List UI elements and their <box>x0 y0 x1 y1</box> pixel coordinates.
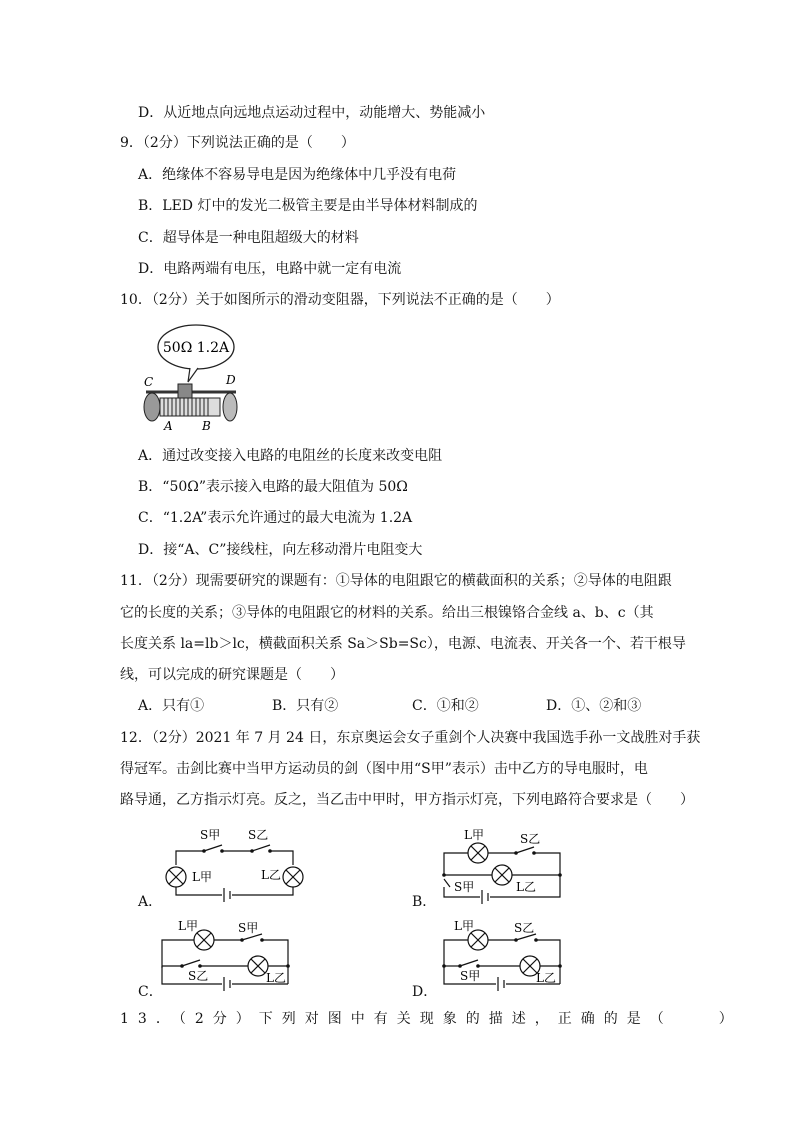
terminal-b: B <box>202 419 211 432</box>
q12-option-d-letter: D． <box>412 984 438 1000</box>
rheostat-figure <box>138 320 248 432</box>
circuit-a <box>160 825 310 910</box>
q12-line-3: 路导通，乙方指示灯亮。反之，当乙击中甲时，甲方指示灯亮，下列电路符合要求是（ ） <box>120 792 694 808</box>
q11-option-c: C．①和② <box>412 698 479 714</box>
svg-text:S甲: S甲 <box>238 921 259 935</box>
q12-option-c-letter: C． <box>138 984 163 1000</box>
q10-option-a: A．通过改变接入电路的电阻丝的长度来改变电阻 <box>138 448 443 464</box>
q9-option-d: D．电路两端有电压，电路中就一定有电流 <box>138 261 402 277</box>
q10-option-c: C．“1.2A”表示允许通过的最大电流为 1.2A <box>138 510 413 526</box>
q12-option-a-letter: A． <box>138 894 163 910</box>
q10-option-b: B．“50Ω”表示接入电路的最大阻值为 50Ω <box>138 479 408 495</box>
q9-option-b: B．LED 灯中的发光二极管主要是由半导体材料制成的 <box>138 198 478 214</box>
svg-text:L甲: L甲 <box>454 919 474 933</box>
svg-text:S乙: S乙 <box>188 969 209 983</box>
q11-option-b: B．只有② <box>272 698 339 714</box>
q10-stem: 10．（2分）关于如图所示的滑动变阻器，下列说法不正确的是（ ） <box>120 292 560 308</box>
circuit-d <box>432 918 572 998</box>
svg-text:S甲: S甲 <box>460 969 481 983</box>
q11-line-1: 11．（2分）现需要研究的课题有：①导体的电阻跟它的横截面积的关系；②导体的电阻跟 <box>120 573 672 589</box>
terminal-a: A <box>164 419 173 432</box>
circuit-c <box>152 918 302 998</box>
q9-option-a: A．绝缘体不容易导电是因为绝缘体中几乎没有电荷 <box>138 167 457 183</box>
terminal-c: C <box>144 375 154 389</box>
q11-line-2: 它的长度的关系；③导体的电阻跟它的材料的关系。给出三根镍铬合金线 a、b、c（其 <box>120 605 654 621</box>
svg-text:L甲: L甲 <box>192 870 212 884</box>
q12-line-1: 12．（2分）2021 年 7 月 24 日，东京奥运会女子重剑个人决赛中我国选手孙一文战胜对手获 <box>120 730 701 746</box>
q8-option-d: D．从近地点向远地点运动过程中，动能增大、势能减小 <box>138 105 486 121</box>
svg-text:L乙: L乙 <box>266 971 286 985</box>
svg-text:L乙: L乙 <box>536 971 556 985</box>
rating-label: 50Ω 1.2A <box>162 340 230 356</box>
svg-text:S乙: S乙 <box>514 921 535 935</box>
q12-option-b-letter: B． <box>412 894 437 910</box>
q11-option-a: A．只有① <box>138 698 205 714</box>
q11-line-4: 线，可以完成的研究课题是（ ） <box>120 667 344 683</box>
svg-text:S乙: S乙 <box>248 828 269 842</box>
svg-text:S甲: S甲 <box>454 880 475 894</box>
svg-text:L乙: L乙 <box>261 868 281 882</box>
svg-text:L甲: L甲 <box>464 828 484 842</box>
svg-text:L乙: L乙 <box>516 880 536 894</box>
q9-stem: 9．（2分）下列说法正确的是（ ） <box>120 135 355 151</box>
q13-stem: 13．（2分）下列对图中有关现象的描述，正确的是（ ） <box>120 1011 742 1027</box>
q11-line-3: 长度关系 la=lb＞lc，横截面积关系 Sa＞Sb=Sc），电源、电流表、开关各一个、若干根导 <box>120 636 686 652</box>
q12-line-2: 得冠军。击剑比赛中当甲方运动员的剑（图中用“S甲”表示）击中乙方的导电服时，电 <box>120 761 648 777</box>
svg-text:S甲: S甲 <box>200 828 221 842</box>
svg-text:L甲: L甲 <box>178 919 198 933</box>
circuit-b <box>432 823 572 908</box>
q9-option-c: C．超导体是一种电阻超级大的材料 <box>138 230 359 246</box>
q11-option-d: D．①、②和③ <box>546 698 642 714</box>
svg-text:S乙: S乙 <box>520 832 541 846</box>
terminal-d: D <box>226 373 236 387</box>
q10-option-d: D．接“A、C”接线柱，向左移动滑片电阻变大 <box>138 542 423 558</box>
